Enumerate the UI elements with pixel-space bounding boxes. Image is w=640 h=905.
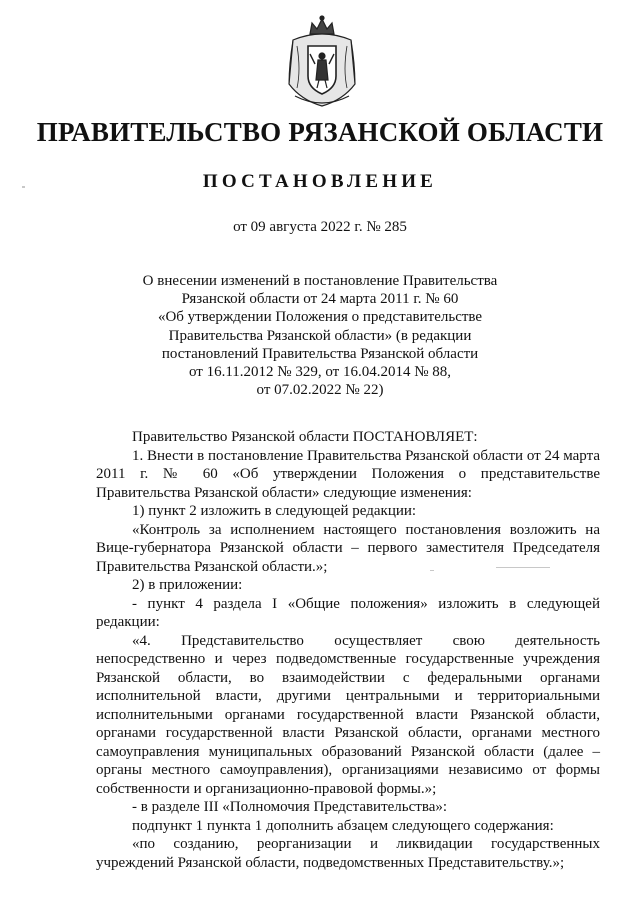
body-paragraph: 1. Внести в постановление Правительства Рязанской области от 24 марта 2011 г. № 60 «Об утверждении Положения о представительстве Правительства Рязанской области» следующие изменения: bbox=[96, 447, 600, 501]
body-paragraph: - пункт 4 раздела I «Общие положения» изложить в следующей редакции: bbox=[96, 595, 600, 630]
subject-line: от 16.11.2012 № 329, от 16.04.2014 № 88, bbox=[188, 364, 452, 381]
coat-of-arms-icon bbox=[283, 14, 361, 110]
document-subject bbox=[130, 272, 510, 399]
scan-speck bbox=[496, 567, 550, 568]
body-paragraph: 1) пункт 2 изложить в следующей редакции: bbox=[132, 503, 417, 519]
scan-speck bbox=[430, 570, 434, 571]
body-paragraph: подпункт 1 пункта 1 дополнить абзацем следующего содержания: bbox=[132, 817, 554, 834]
body-paragraph: Правительство Рязанской области ПОСТАНОВЛЯЕТ: bbox=[132, 429, 478, 445]
body-paragraph: «4. Представительство осуществляет свою деятельность непосредственно и через подведомственные государственные учреждения Рязанской области, во взаимодействии с федеральными органами исполнительной власти, другими центральными и территориальными исполнительными органами государственной власти Рязанской области, органами государственной власти Рязанской области, органами местного самоуправления муниципальных образований Рязанской области (далее – органы местного самоуправления), организациями независимо от формы собственности и организационно-правовой формы.»; bbox=[96, 632, 600, 797]
document-type: ПОСТАНОВЛЕНИЕ bbox=[202, 171, 438, 192]
body-paragraph: - в разделе III «Полномочия Представительства»: bbox=[132, 799, 448, 815]
subject-line: постановлений Правительства Рязанской области bbox=[161, 345, 479, 362]
government-title: ПРАВИТЕЛЬСТВО РЯЗАНСКОЙ ОБЛАСТИ bbox=[36, 117, 604, 147]
document-body bbox=[96, 428, 600, 872]
document-date-number: от 09 августа 2022 г. № 285 bbox=[233, 219, 407, 235]
subject-line: О внесении изменений в постановление Правительства bbox=[142, 273, 498, 289]
scan-speck bbox=[22, 186, 25, 188]
subject-line: от 07.02.2022 № 22) bbox=[256, 382, 384, 399]
subject-line: «Об утверждении Положения о представительстве bbox=[157, 309, 483, 326]
subject-line: Рязанской области от 24 марта 2011 г. № 60 bbox=[181, 291, 459, 308]
body-paragraph: «Контроль за исполнением настоящего постановления возложить на Вице-губернатора Рязанской области – первого заместителя Председателя Правительства Рязанской области.»; bbox=[96, 521, 600, 575]
body-paragraph: 2) в приложении: bbox=[132, 577, 243, 593]
body-paragraph: «по созданию, реорганизации и ликвидации государственных учреждений Рязанской области, подведомственных Представительству.»; bbox=[96, 836, 600, 871]
subject-line: Правительства Рязанской области» (в редакции bbox=[168, 327, 472, 344]
